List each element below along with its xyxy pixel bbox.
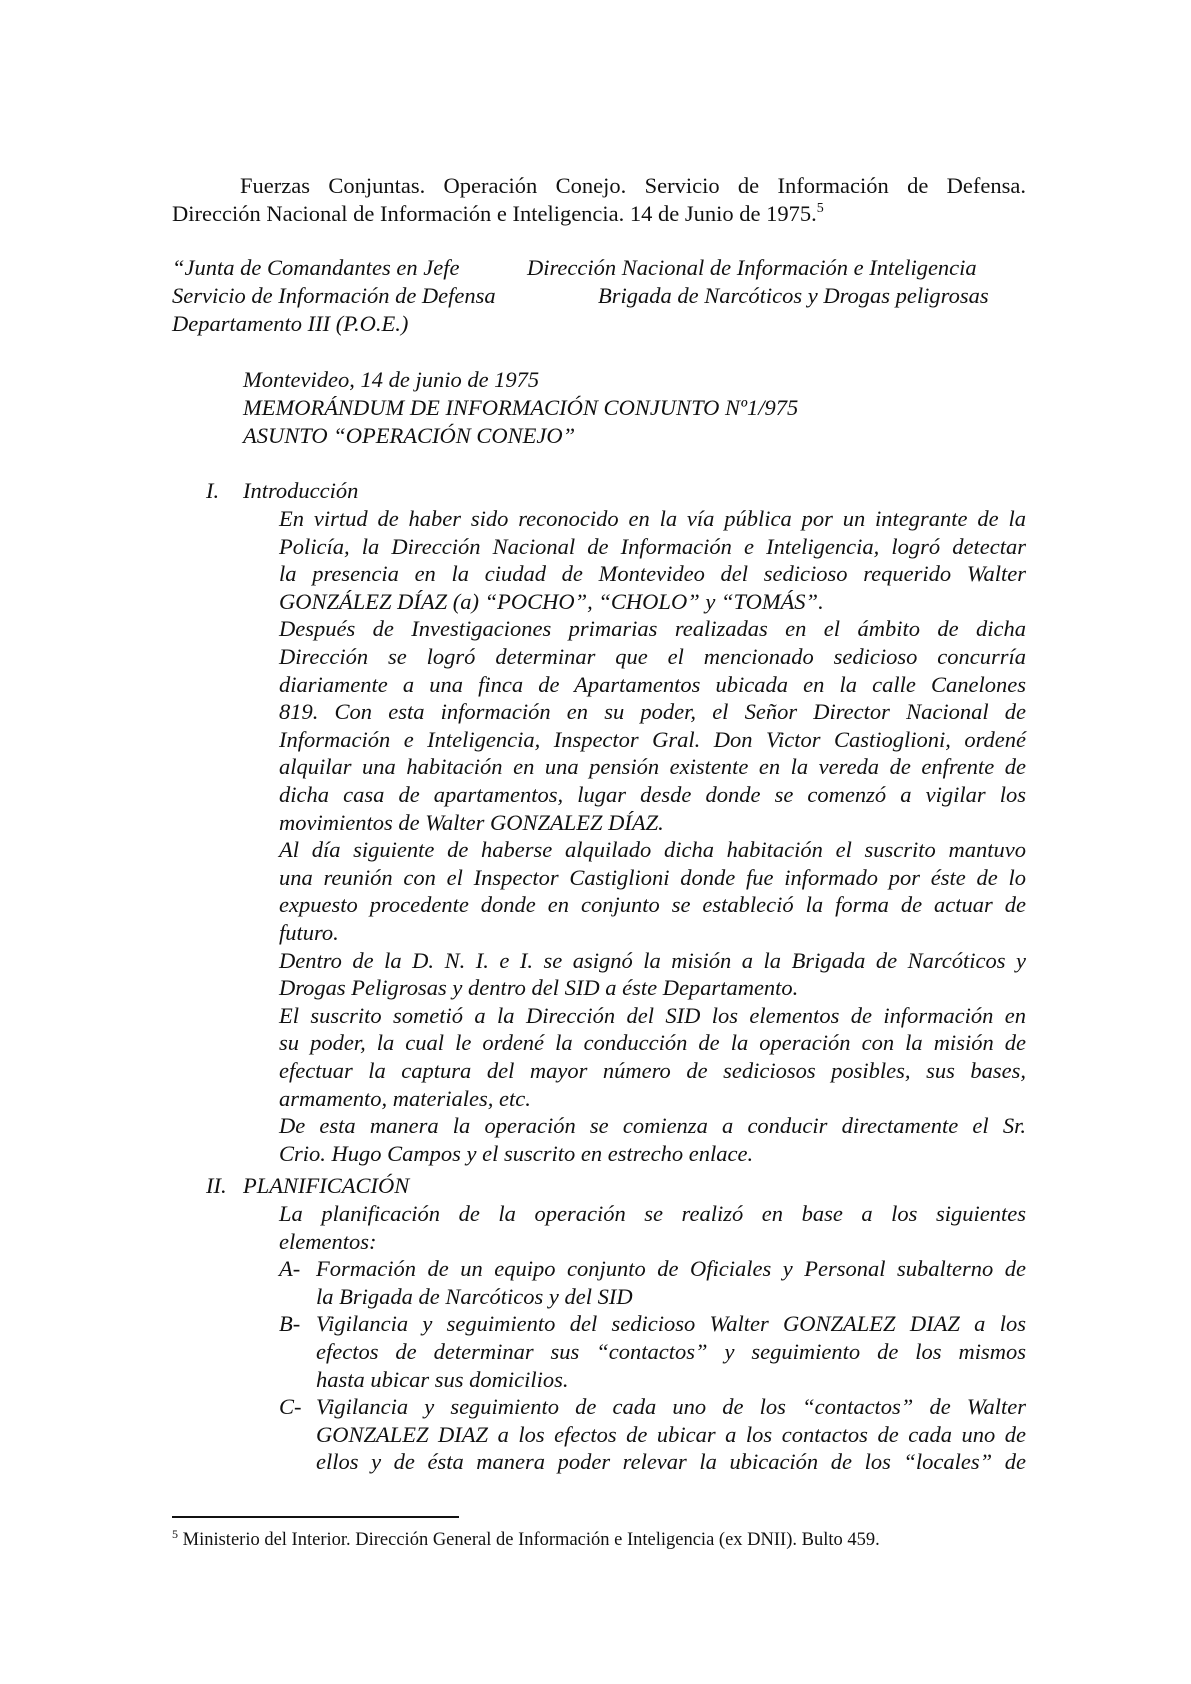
section-1-line: Dirección se logró determinar que el mencionado sedicioso concurría: [279, 644, 1026, 669]
section-1-line: una reunión con el Inspector Castiglioni donde fue informado por éste de lo: [279, 864, 1026, 890]
footnote-marker: 5: [172, 1527, 178, 1541]
section-1-line: Crio. Hugo Campos y el suscrito en estrecho enlace.: [279, 1140, 754, 1166]
section-2-numeral: II.: [206, 1173, 227, 1198]
footnote-separator: [172, 1516, 459, 1518]
section-1-line: movimientos de Walter GONZALEZ DÍAZ.: [279, 809, 664, 835]
memo-subject: ASUNTO “OPERACIÓN CONEJO”: [243, 423, 576, 448]
section-1-line: Dentro de la D. N. I. e I. se asignó la misión a la Brigada de Narcóticos y: [279, 947, 1026, 973]
list-item-line: Formación de un equipo conjunto de Oficiales y Personal subalterno de: [316, 1256, 1026, 1282]
list-item-line: GONZALEZ DIAZ a los efectos de ubicar a los contactos de cada uno de: [316, 1421, 1026, 1447]
section-1-line: alquilar una habitación en una pensión existente en la vereda de enfrente de: [279, 754, 1026, 780]
letterhead-left-2: Servicio de Información de Defensa: [172, 283, 496, 308]
section-1-line: dicha casa de apartamentos, lugar desde donde se comenzó a vigilar los: [279, 782, 1026, 807]
section-1-line: De esta manera la operación se comienza a conducir directamente el Sr.: [279, 1113, 1026, 1139]
section-1-line: El suscrito sometió a la Dirección del SID los elementos de información en: [279, 1002, 1026, 1028]
section-1-line: expuesto procedente donde en conjunto se estableció la forma de actuar de: [279, 892, 1026, 918]
section-1-line: Policía, la Dirección Nacional de Información e Inteligencia, logró detectar: [279, 533, 1026, 559]
section-1-line: la presencia en la ciudad de Montevideo del sedicioso requerido Walter: [279, 561, 1026, 587]
list-item-marker: C-: [279, 1394, 302, 1420]
list-item-line: efectos de determinar sus “contactos” y seguimiento de los mismos: [316, 1339, 1026, 1364]
section-1-line: Al día siguiente de haberse alquilado dicha habitación el suscrito mantuvo: [279, 837, 1026, 863]
list-item-line: hasta ubicar sus domicilios.: [316, 1366, 569, 1392]
section-2-intro-line: La planificación de la operación se realizó en base a los siguientes: [279, 1201, 1026, 1226]
section-2-title: PLANIFICACIÓN: [243, 1173, 410, 1198]
list-item-marker: A-: [279, 1256, 301, 1282]
heading-line-2: Dirección Nacional de Información e Inteligencia. 14 de Junio de 1975.$^5$: [172, 201, 824, 226]
section-1-line: En virtud de haber sido reconocido en la vía pública por un integrante de la: [279, 506, 1026, 531]
list-item-marker: B-: [279, 1311, 301, 1337]
heading-line-1: Fuerzas Conjuntas. Operación Conejo. Servicio de Información de Defensa.: [240, 173, 1026, 198]
section-2-intro-line: elementos:: [279, 1228, 377, 1254]
section-1-title: Introducción: [243, 478, 359, 503]
list-item-line: la Brigada de Narcóticos y del SID: [316, 1283, 633, 1309]
section-1-line: futuro.: [279, 920, 339, 945]
section-1-numeral: I.: [206, 478, 220, 503]
list-item-line: Vigilancia y seguimiento del sedicioso Walter GONZALEZ DIAZ a los: [316, 1311, 1026, 1337]
memo-number: MEMORÁNDUM DE INFORMACIÓN CONJUNTO Nº1/975: [243, 395, 799, 420]
letterhead-left-1: “Junta de Comandantes en Jefe: [172, 255, 460, 280]
list-item-line: Vigilancia y seguimiento de cada uno de los “contactos” de Walter: [316, 1394, 1026, 1420]
footnote: [172, 1527, 880, 1555]
section-1-line: 819. Con esta información en su poder, el Señor Director Nacional de: [279, 699, 1026, 725]
section-1-line: efectuar la captura del mayor número de sediciosos posibles, sus bases,: [279, 1058, 1026, 1083]
letterhead-left-3: Departamento III (P.O.E.): [172, 311, 409, 336]
section-1-line: armamento, materiales, etc.: [279, 1085, 531, 1111]
list-item-line: ellos y de ésta manera poder relevar la ubicación de los “locales” de: [316, 1449, 1026, 1475]
letterhead-right-2: Brigada de Narcóticos y Drogas peligrosas: [598, 283, 989, 308]
section-1-line: su poder, la cual le ordené la conducción de la operación con la misión de: [279, 1030, 1026, 1056]
section-1-line: Drogas Peligrosas y dentro del SID a éste Departamento.: [279, 975, 799, 1001]
section-1-line: diariamente a una finca de Apartamentos ubicada en la calle Canelones: [279, 671, 1026, 697]
footnote-text: Ministerio del Interior. Dirección General de Información e Inteligencia (ex DNII). Bulto 459.: [182, 1530, 880, 1550]
letterhead-right-1: Dirección Nacional de Información e Inteligencia: [527, 255, 977, 280]
footnote-ref: 5: [816, 201, 824, 216]
section-1-line: Información e Inteligencia, Inspector Gral. Don Victor Castioglioni, ordené: [279, 726, 1026, 752]
section-1-line: GONZÁLEZ DÍAZ (a) “POCHO”, “CHOLO” y “TOMÁS”.: [279, 588, 824, 614]
memo-place-date: Montevideo, 14 de junio de 1975: [243, 367, 540, 392]
section-1-line: Después de Investigaciones primarias realizadas en el ámbito de dicha: [279, 616, 1026, 642]
